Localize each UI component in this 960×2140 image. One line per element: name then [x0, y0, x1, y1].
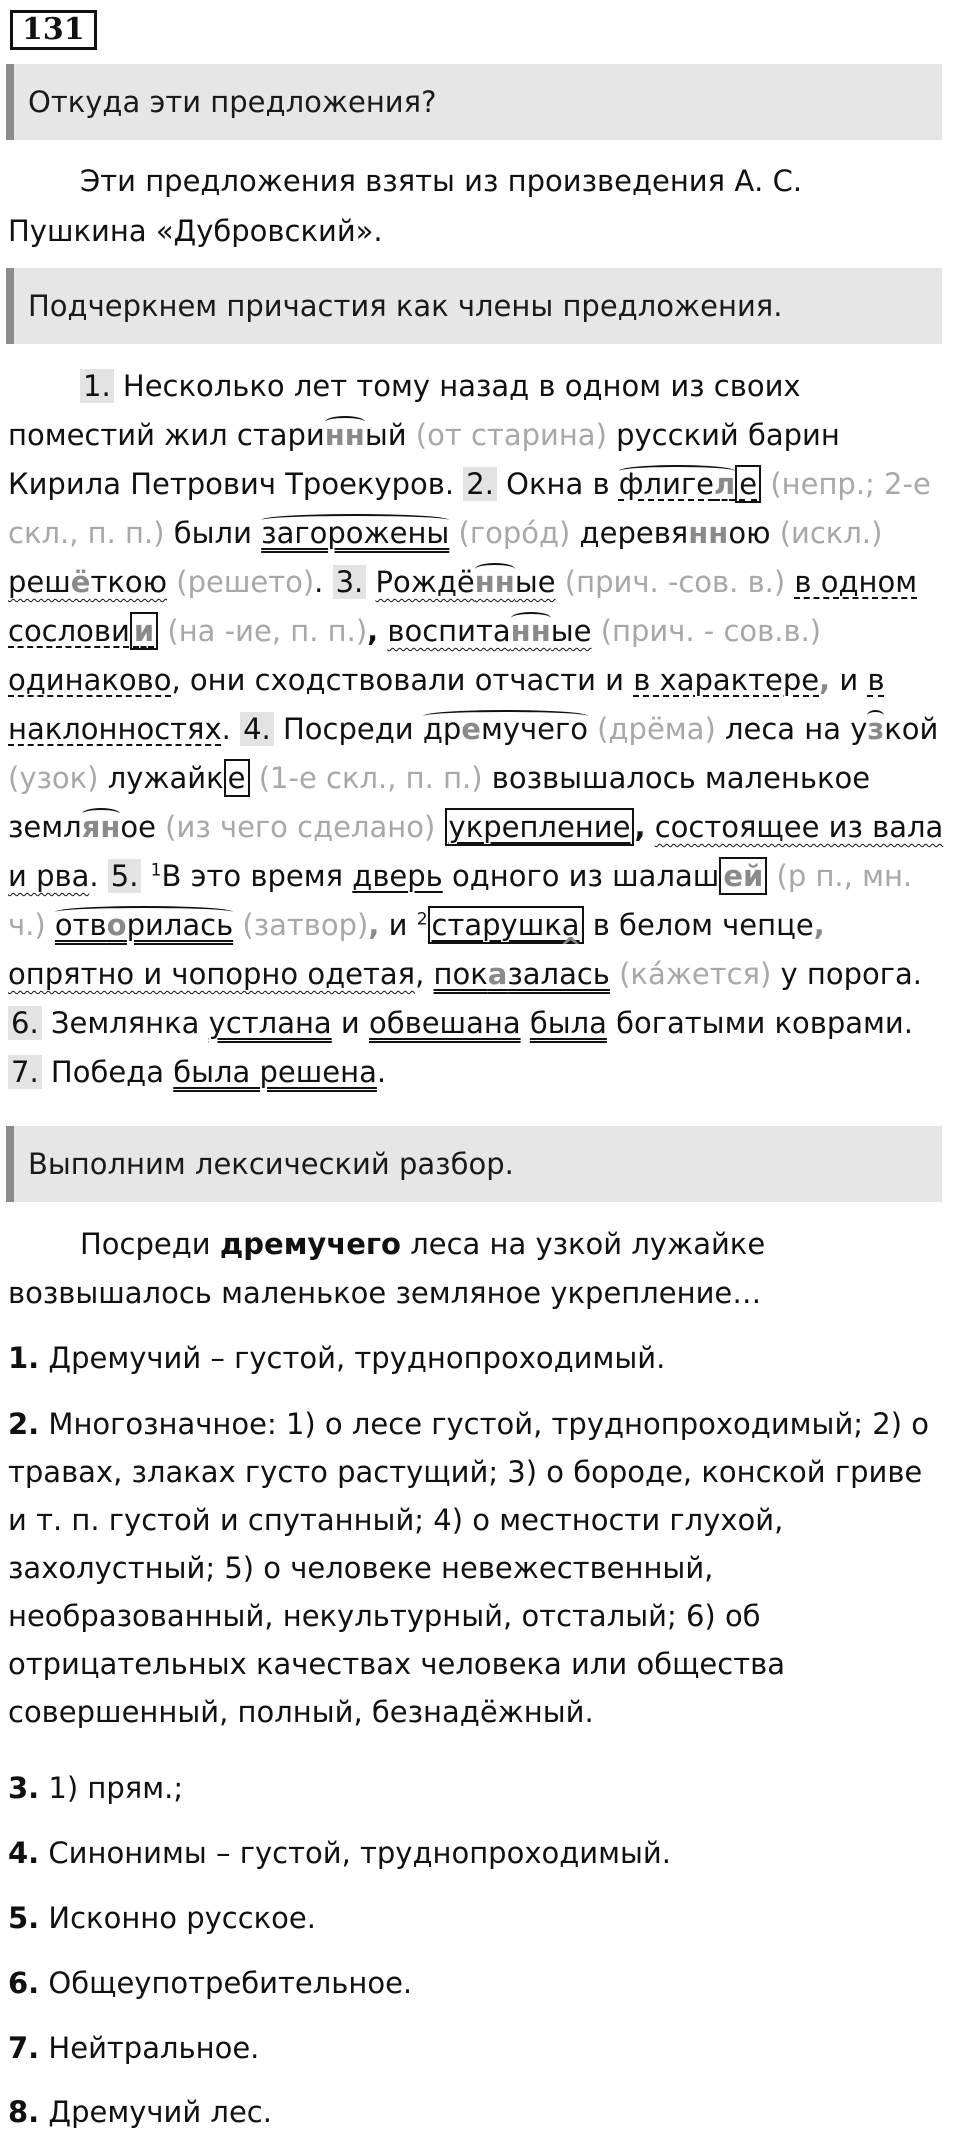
- suffix-nn: нн: [324, 418, 365, 452]
- subject: дверь: [352, 859, 443, 893]
- word-dremuchego: [423, 712, 588, 746]
- circumstance: в наклонностях: [8, 663, 885, 746]
- participle-2: [387, 614, 591, 648]
- sentence-number: 4.: [240, 712, 274, 746]
- item-number: 8.: [8, 2095, 40, 2129]
- ending: ое: [120, 810, 156, 844]
- lex-item-4: [8, 1829, 948, 1877]
- sentence-number: 3.: [333, 565, 367, 599]
- suffix-nn: нн: [474, 565, 515, 599]
- predicate: была решена: [173, 1055, 377, 1089]
- hint: (непр.; 2-е скл., п. п.): [8, 467, 931, 550]
- text-fragment: [435, 810, 444, 844]
- exercise-number: 131: [10, 10, 97, 50]
- comma: ,: [367, 614, 379, 648]
- answer-paragraph-1: Эти предложения взяты из произведения А. С. Пушкина «Дубровский».: [8, 164, 803, 248]
- word-part: н: [100, 810, 121, 844]
- hint: (из чего сделано): [155, 810, 436, 844]
- text-fragment: и: [830, 663, 868, 697]
- hint: (горо́д): [449, 516, 571, 550]
- sentence-number: 5.: [108, 859, 142, 893]
- word-part: ые: [514, 565, 556, 599]
- hint: (узок): [8, 761, 99, 795]
- clause-index: 1: [150, 860, 162, 881]
- word-part: я: [81, 810, 101, 844]
- hint: (решето): [167, 565, 315, 599]
- text-fragment: леса на узкой лужайке возвышалось маленькое земляное укрепление…: [8, 1227, 766, 1310]
- word-part: ые: [550, 614, 592, 648]
- word-fligele: [619, 467, 736, 501]
- text-fragment: В это время: [161, 859, 353, 893]
- lex-item-3: [8, 1764, 948, 1812]
- text-fragment: [366, 565, 375, 599]
- item-text: Дремучий лес.: [39, 2095, 272, 2129]
- consonant-mark: з: [867, 712, 885, 746]
- text-fragment: .: [221, 712, 241, 746]
- text-fragment: ою: [728, 516, 771, 550]
- short-participle: обвешана: [369, 1006, 521, 1040]
- clause-index: 2: [416, 909, 428, 930]
- text-fragment: [521, 1006, 530, 1040]
- text-fragment: .: [376, 1055, 387, 1089]
- sentence-number: 1.: [80, 369, 114, 403]
- hint: (от старина): [406, 418, 607, 452]
- participial-phrase: опрятно и чопорно одетая: [8, 957, 416, 991]
- lex-item-7: [8, 2024, 948, 2072]
- word-part: отв: [54, 908, 107, 942]
- vowel-mark: ё: [70, 565, 91, 599]
- text-fragment: Землянка: [41, 1006, 209, 1040]
- text-fragment: Посреди: [273, 712, 423, 746]
- item-text: Общеупотребительное.: [39, 1966, 413, 2000]
- text-fragment: русский барин Кирила Петрович Троекуров.: [8, 418, 840, 501]
- hint: (р п., мн. ч.): [8, 859, 913, 942]
- suffix-an: [82, 810, 121, 844]
- circumstance: в характере: [633, 663, 820, 697]
- item-number: 4.: [8, 1836, 40, 1870]
- word-part: др: [422, 712, 462, 746]
- lex-item-5: [8, 1894, 948, 1942]
- hint: (на -ие, п. п.): [158, 614, 368, 648]
- vowel-mark: е: [461, 712, 481, 746]
- lex-item-8: [8, 2088, 948, 2136]
- lex-item-1: [8, 1334, 948, 1382]
- predicate: была: [529, 1006, 607, 1040]
- text-fragment: ,: [415, 957, 434, 991]
- item-text: Синонимы – густой, труднопроходимый.: [39, 1836, 671, 1870]
- text-fragment: деревя: [570, 516, 689, 550]
- item-number: 7.: [8, 2031, 40, 2065]
- item-text: Исконно русское.: [39, 1901, 316, 1935]
- text-fragment: , они сходствовали отчасти и: [171, 663, 634, 697]
- hint: (прич. - сов.в.): [591, 614, 822, 648]
- word-part: пок: [433, 957, 488, 991]
- root: флиге: [618, 467, 715, 501]
- participle-predicate: загорожены: [261, 516, 450, 550]
- comma: ,: [819, 663, 831, 697]
- word-part: кой: [884, 712, 939, 746]
- comma: ,: [368, 908, 380, 942]
- text-fragment: Посреди: [80, 1227, 220, 1261]
- hint: (1-е скл., п. п.): [249, 761, 483, 795]
- item-number: 5.: [8, 1901, 40, 1935]
- ending-box: е: [224, 759, 250, 797]
- word-part: мучего: [480, 712, 588, 746]
- hint: (прич. -сов. в.): [555, 565, 786, 599]
- suffix-nn: нн: [688, 516, 729, 550]
- item-number: 3.: [8, 1771, 40, 1805]
- text-fragment: и: [379, 908, 417, 942]
- text-fragment: леса на: [715, 712, 851, 746]
- text-fragment: [645, 810, 654, 844]
- lex-item-6: [8, 1959, 948, 2007]
- hint: (дрёма): [587, 712, 716, 746]
- sentence-number: 6.: [8, 1006, 42, 1040]
- question-bar-1: Откуда эти предложения?: [6, 64, 942, 140]
- vowel-mark: л: [714, 467, 736, 501]
- word-part: реш: [8, 565, 71, 599]
- root-marked: [325, 418, 365, 452]
- vowel-mark: о: [106, 908, 127, 942]
- item-text: 1) прям.;: [39, 1771, 184, 1805]
- text-fragment: .: [89, 859, 108, 893]
- ending-box: ей: [719, 857, 767, 895]
- subject: укрепление: [445, 808, 635, 846]
- participial-phrase: состоящее из вала и рва: [8, 810, 944, 893]
- ending-box: и: [130, 612, 158, 650]
- item-number: 6.: [8, 1966, 40, 2000]
- word-part: залась: [507, 957, 610, 991]
- word-reshetkoyu: [8, 565, 167, 599]
- lex-item-2: [8, 1400, 948, 1736]
- comma: ,: [813, 908, 825, 942]
- lexical-intro: [8, 1220, 948, 1318]
- question-bar-2: Подчеркнем причастия как члены предложения.: [6, 268, 942, 344]
- item-number: 2.: [8, 1407, 40, 1441]
- word-part: рилась: [126, 908, 234, 942]
- word-part: у: [850, 712, 868, 746]
- text-fragment: Окна в: [496, 467, 619, 501]
- hint: (искл.): [770, 516, 883, 550]
- predicate: [55, 908, 233, 942]
- word-part: Рождё: [375, 565, 475, 599]
- ending-box: е: [735, 465, 761, 503]
- hint: (ка́жется): [609, 957, 772, 991]
- text-fragment: Победа: [41, 1055, 174, 1089]
- text-fragment: [141, 859, 150, 893]
- vowel-mark: ^ а: [488, 957, 508, 991]
- item-text: Многозначное: 1) о лесе густой, труднопроходимый; 2) о травах, злаках густо растущий; 3) о бороде, конской гриве и т. п. густой и спутанный; 4) о местности глухой, захолустный; 5) о человеке невежественный, необразованный, некультурный, отсталый; 6) об отрицательных качествах человека или общества совершенный, полный, безнадёжный.: [8, 1407, 929, 1729]
- comma: ,: [634, 810, 646, 844]
- text-fragment: [46, 908, 55, 942]
- item-text: Нейтральное.: [39, 2031, 260, 2065]
- text-fragment: лужайк: [98, 761, 224, 795]
- item-number: 1.: [8, 1341, 40, 1375]
- item-text: Дремучий – густой, труднопроходимый.: [39, 1341, 666, 1375]
- circumstance: одинаково: [8, 663, 172, 697]
- text-fragment: у порога.: [771, 957, 922, 991]
- analyzed-word: дремучего: [219, 1227, 401, 1261]
- sentence-number: 7.: [8, 1055, 42, 1089]
- subject: старушка: [428, 906, 584, 944]
- text-fragment: были: [164, 516, 262, 550]
- hint: (затвор): [233, 908, 369, 942]
- word-part: воспита: [387, 614, 511, 648]
- predicate: [434, 957, 610, 991]
- text-fragment: богатыми коврами.: [606, 1006, 913, 1040]
- annotated-text: [8, 362, 948, 1097]
- text-fragment: Несколько лет тому назад в одном из своих поместий жил стари: [8, 369, 801, 452]
- text-fragment: .: [314, 565, 333, 599]
- short-participle: устлана: [208, 1006, 332, 1040]
- suffix-nn: нн: [510, 614, 551, 648]
- text-fragment: в белом чепце: [583, 908, 814, 942]
- question-bar-3: Выполним лексический разбор.: [6, 1126, 942, 1202]
- word-part: в одном сослови: [8, 565, 918, 648]
- text-fragment: возвышалось маленькое земл: [8, 761, 871, 844]
- text-fragment: и: [331, 1006, 369, 1040]
- ending: ый: [364, 418, 407, 452]
- sentence-number: 2.: [463, 467, 497, 501]
- word-part: ткою: [90, 565, 168, 599]
- text-fragment: одного из шалаш: [442, 859, 720, 893]
- participle-1: [376, 565, 556, 599]
